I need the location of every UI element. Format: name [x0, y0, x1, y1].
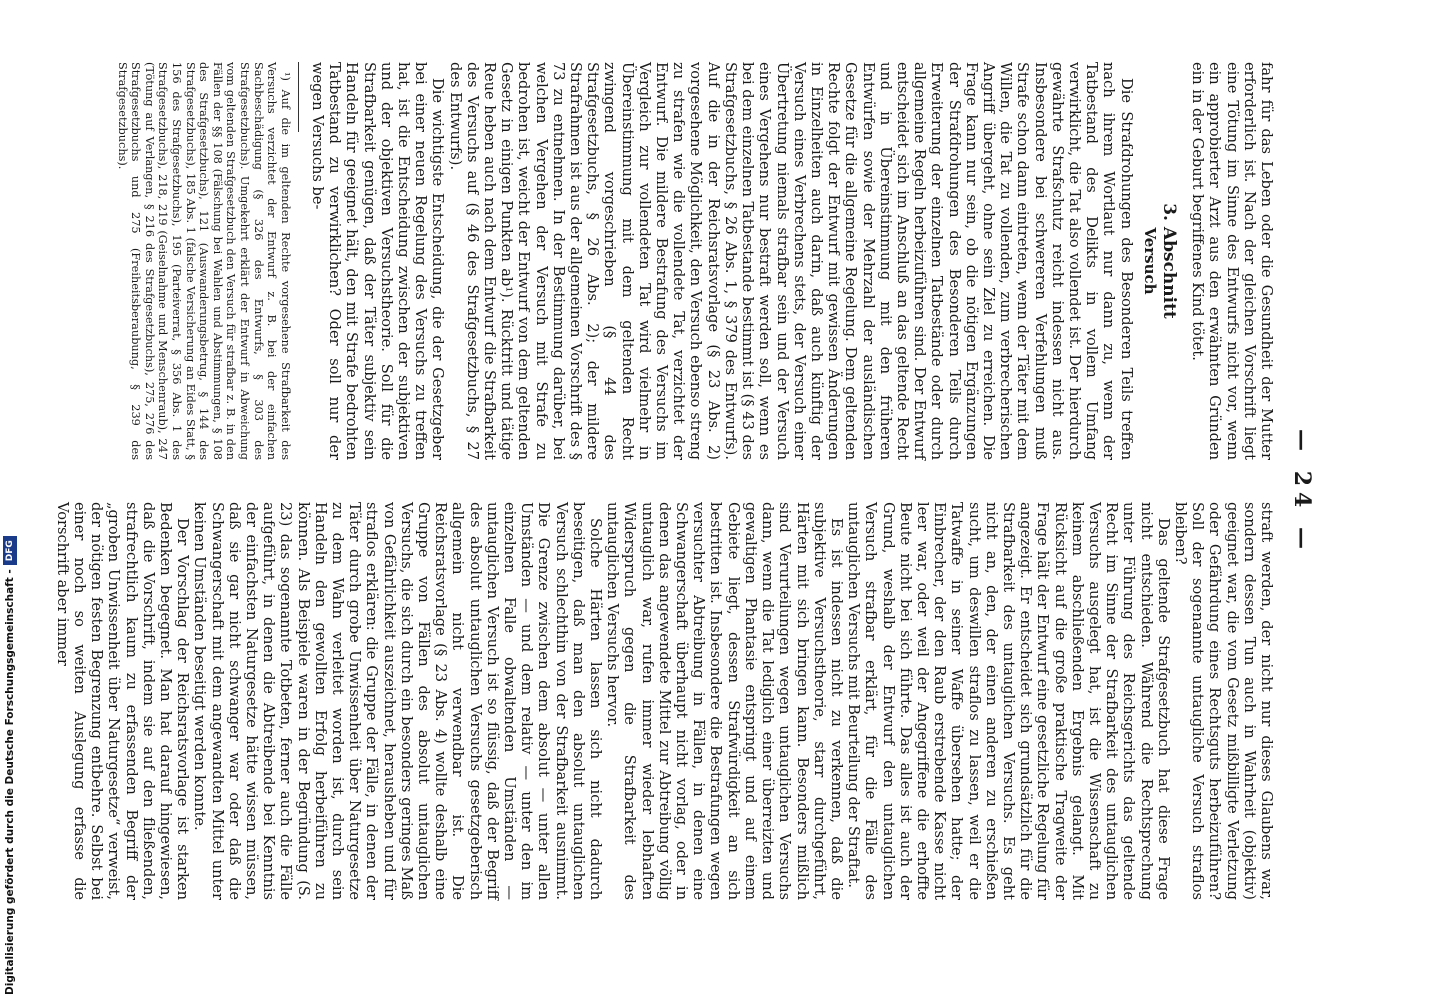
section-subtitle: Versuch: [1140, 227, 1159, 295]
body-paragraph: straft werden, der nicht nur dieses Glaubens war, sondern dessen Tun auch in Wahrheit (objektiv) geeignet war, die vom Gesetz mißbilligte Verletzung oder Gefährdung eines Rechtsguts herbeizuführen? Soll der sogenannte untaugliche Versuch straflos bleiben?: [1171, 502, 1275, 900]
left-column: [115, 62, 1275, 460]
body-paragraph: Es ist indessen nicht zu verkennen, daß die subjektive Versuchstheorie, starr durchgeführt, Härten mit sich bringen kann. Besonders mißlich sind Verurteilungen wegen untauglichen Versuchs dann, wenn die Tat lediglich einer überreizten und gewaltigen Phantasie entspringt und auf einem Gebiete liegt, dessen Strafwürdigkeit an sich bestritten ist. Insbesondere die Bestrafungen wegen versuchter Abtreibung in Fällen, in denen eine Schwangerschaft überhaupt nicht vorlag, oder in denen das angewendete Mittel zur Abtreibung völlig untauglich war, rufen immer wieder lebhaften Widerspruch gegen die Strafbarkeit des untauglichen Versuchs hervor.: [604, 502, 845, 900]
digitization-watermark: [2, 5, 18, 995]
page-number: — 24 —: [1289, 429, 1315, 555]
body-paragraph: Die wichtigste Entscheidung, die der Gesetzgeber bei einer neuen Regelung des Versuchs zu treffen hat, ist die Entscheidung zwischen der subjektiven und der objektiven Versuchstheorie. Soll für die Strafbarkeit genügen, daß der Täter subjektiv sein Handeln für geeignet hält, den mit Strafe bedrohten Tatbestand zu verwirklichen? Oder soll nur der wegen Versuchs be-: [309, 62, 447, 460]
body-paragraph: Das geltende Strafgesetzbuch hat diese Frage nicht entschieden. Während die Rechtsprechung unter Führung des Reichsgerichts das geltende Recht im Sinne der Strafbarkeit des untauglichen Versuchs ausgelegt hat, ist die Wissenschaft zu keinem abschließenden Ergebnis gelangt. Mit Rücksicht auf die große praktische Tragweite der Frage hält der Entwurf eine gesetzliche Regelung für angezeigt. Er entscheidet sich grundsätzlich für die Strafbarkeit des untauglichen Versuchs. Es geht nicht an, den, der einen anderen zu erschießen sucht, um deswillen straflos zu lassen, weil er die Tatwaffe in seiner Waffe übersehen hatte; der Einbrecher, der den Raub erstrebende Kasse nicht leer war, oder weil der Angegriffene die erhoffte Beute nicht bei sich führte. Das alles ist auch der Grund, weshalb der Entwurf den untauglichen Versuch strafbar erklärt, für die Fälle des untauglichen Versuchs mit Beurteilung der Straftat.: [845, 502, 1172, 900]
body-paragraph: Der Vorschlag der Reichsratsvorlage ist starken Bedenken begegnet. Man hat darauf hingewiesen, daß die Vorschrift, indem sie auf den fließenden, strafrechtlich kaum zu erfassenden Begriff der „groben Unwissenheit über Naturgesetze“ verweist, der nötigen festen Begrenzung entbehre. Selbst bei einer noch so weiten Auslegung erfasse die Vorschrift aber immer: [53, 502, 192, 900]
watermark-text: Digitalisierung gefördert durch die Deutsche Forschungsgemeinschaft -: [4, 569, 16, 995]
body-paragraph: Solche Härten lassen sich nicht dadurch beseitigen, daß man den absolut untauglichen Versuch schlechthin von der Strafbarkeit ausnimmt. Die Grenze zwischen dem absolut — unter allen Umständen — und dem relativ — unter den im einzelnen Falle obwaltenden Umständen — untauglichen Versuch ist so flüssig, daß der Begriff des absolut untauglichen Versuchs gesetzgeberisch allgemein nicht verwendbar ist. Die Reichsratsvorlage (§ 23 Abs. 4) wollte deshalb eine Gruppe von Fällen des absolut untauglichen Versuchs, die sich durch ein besonders geringes Maß von Gefährlichkeit auszeichnet, herausheben und für straflos erklären: die Gruppe der Fälle, in denen der Täter durch grobe Unwissenheit über Naturgesetze zu dem Wahn verleitet worden ist, durch sein Handeln den gewollten Erfolg herbeiführen zu können. Als Beispiele waren in der Begründung (S. 23) das sogenannte Totbeten, ferner auch die Fälle aufgeführt, in denen die Abtreibende bei Kenntnis der einfachsten Naturgesetze hätte wissen müssen, daß sie gar nicht schwanger war oder daß die Schwangerschaft mit dem angewandten Mittel unter keinen Umständen beseitigt werden konnte.: [191, 502, 605, 900]
right-column: [54, 502, 1275, 900]
footnote: ¹) Auf die im geltenden Rechte vorgesehene Strafbarkeit des Versuchs verzichtet der Entwurf z. B. bei der einfachen Sachbeschädigung (§ 326 des Entwurfs, § 303 des Strafgesetzbuchs). Umgekehrt erklärt der Entwurf in Abweichung vom geltenden Strafgesetzbuch den Versuch für strafbar z. B. in den Fällen der §§ 108 (Fälschung bei Wahlen und Abstimmungen, § 108 des Strafgesetzbuchs), 121 (Auswanderungsbetrug, § 144 des Strafgesetzbuchs), 185 Abs. 1 (falsche Versicherung an Eides Statt, § 156 des Strafgesetzbuchs), 195 (Parteiverrat, § 356 Abs. 1 des Strafgesetzbuchs), 218, 219 (Geiselnahme und Menschenraub), 247 (Tötung auf Verlangen, § 216 des Strafgesetzbuchs), 275, 276 des Strafgesetzbuchs und 275 (Freiheitsberaubung, § 239 des Strafgesetzbuchs).: [115, 62, 292, 460]
document-page: [53, 62, 1315, 922]
intro-paragraph: fahr für das Leben oder die Gesundheit der Mutter erforderlich ist. Nach der gleichen Vorschrift liegt eine Tötung im Sinne des Entwurfs nicht vor, wenn ein approbierter Arzt aus den erwähnten Gründen ein in der Geburt begriffenes Kind tötet.: [1189, 62, 1275, 460]
body-paragraph: Die Strafdrohungen des Besonderen Teils treffen nach ihrem Wortlaut nur dann zu, wenn der Tatbestand des Delikts in vollem Umfang verwirklicht, die Tat also vollendet ist. Der hierdurch gewährte Strafschutz reicht indessen nicht aus. Insbesondere bei schwereren Verfehlungen muß Strafe schon dann eintreten, wenn der Täter mit dem Willen, die Tat zu vollenden, zum verbrecherischen Angriff übergeht, ohne sein Ziel zu erreichen. Die Frage kann nur sein, ob die nötigen Ergänzungen der Strafdrohungen des Besonderen Teils durch Erweiterung der einzelnen Tatbestände oder durch allgemeine Regeln herbeizuführen sind. Der Entwurf entscheidet sich im Anschluß an das geltende Recht und in Übereinstimmung mit den früheren Entwürfen sowie der Mehrzahl der ausländischen Gesetze für die allgemeine Regelung. Dem geltenden Rechte folgt der Entwurf mit gewissen Änderungen in Einzelheiten auch darin, daß auch künftig der Versuch eines Verbrechens stets, der Versuch einer Übertretung niemals strafbar sein und der Versuch eines Vergehens nur bestraft werden soll, wenn es bei dem einzelnen Tatbestande bestimmt ist (§ 43 des Strafgesetzbuchs, § 26 Abs. 1, § 379 des Entwurfs). Auf die in der Reichsratsvorlage (§ 23 Abs. 2) vorgesehene Möglichkeit, den Versuch ebenso streng zu strafen wie die vollendete Tat, verzichtet der Entwurf. Die mildere Bestrafung des Versuchs im Vergleich zur vollendeten Tat wird vielmehr in Übereinstimmung mit dem geltenden Recht zwingend vorgeschrieben (§ 44 des Strafgesetzbuchs, § 26 Abs. 2); der mildere Strafrahmen ist aus der allgemeinen Vorschrift des § 73 zu entnehmen. In der Bestimmung darüber, bei welchen Vergehen der Versuch mit Strafe zu bedrohen ist, weicht der Entwurf von dem geltenden Gesetz in einigen Punkten ab¹). Rücktritt und tätige Reue heben auch nach dem Entwurf die Strafbarkeit des Versuchs auf (§ 46 des Strafgesetzbuchs, § 27 des Entwurfs).: [446, 62, 1135, 460]
footnote-rule: [298, 62, 299, 132]
section-title: 3. Abschnitt: [1158, 203, 1179, 319]
dfg-logo: DFG: [3, 536, 17, 565]
